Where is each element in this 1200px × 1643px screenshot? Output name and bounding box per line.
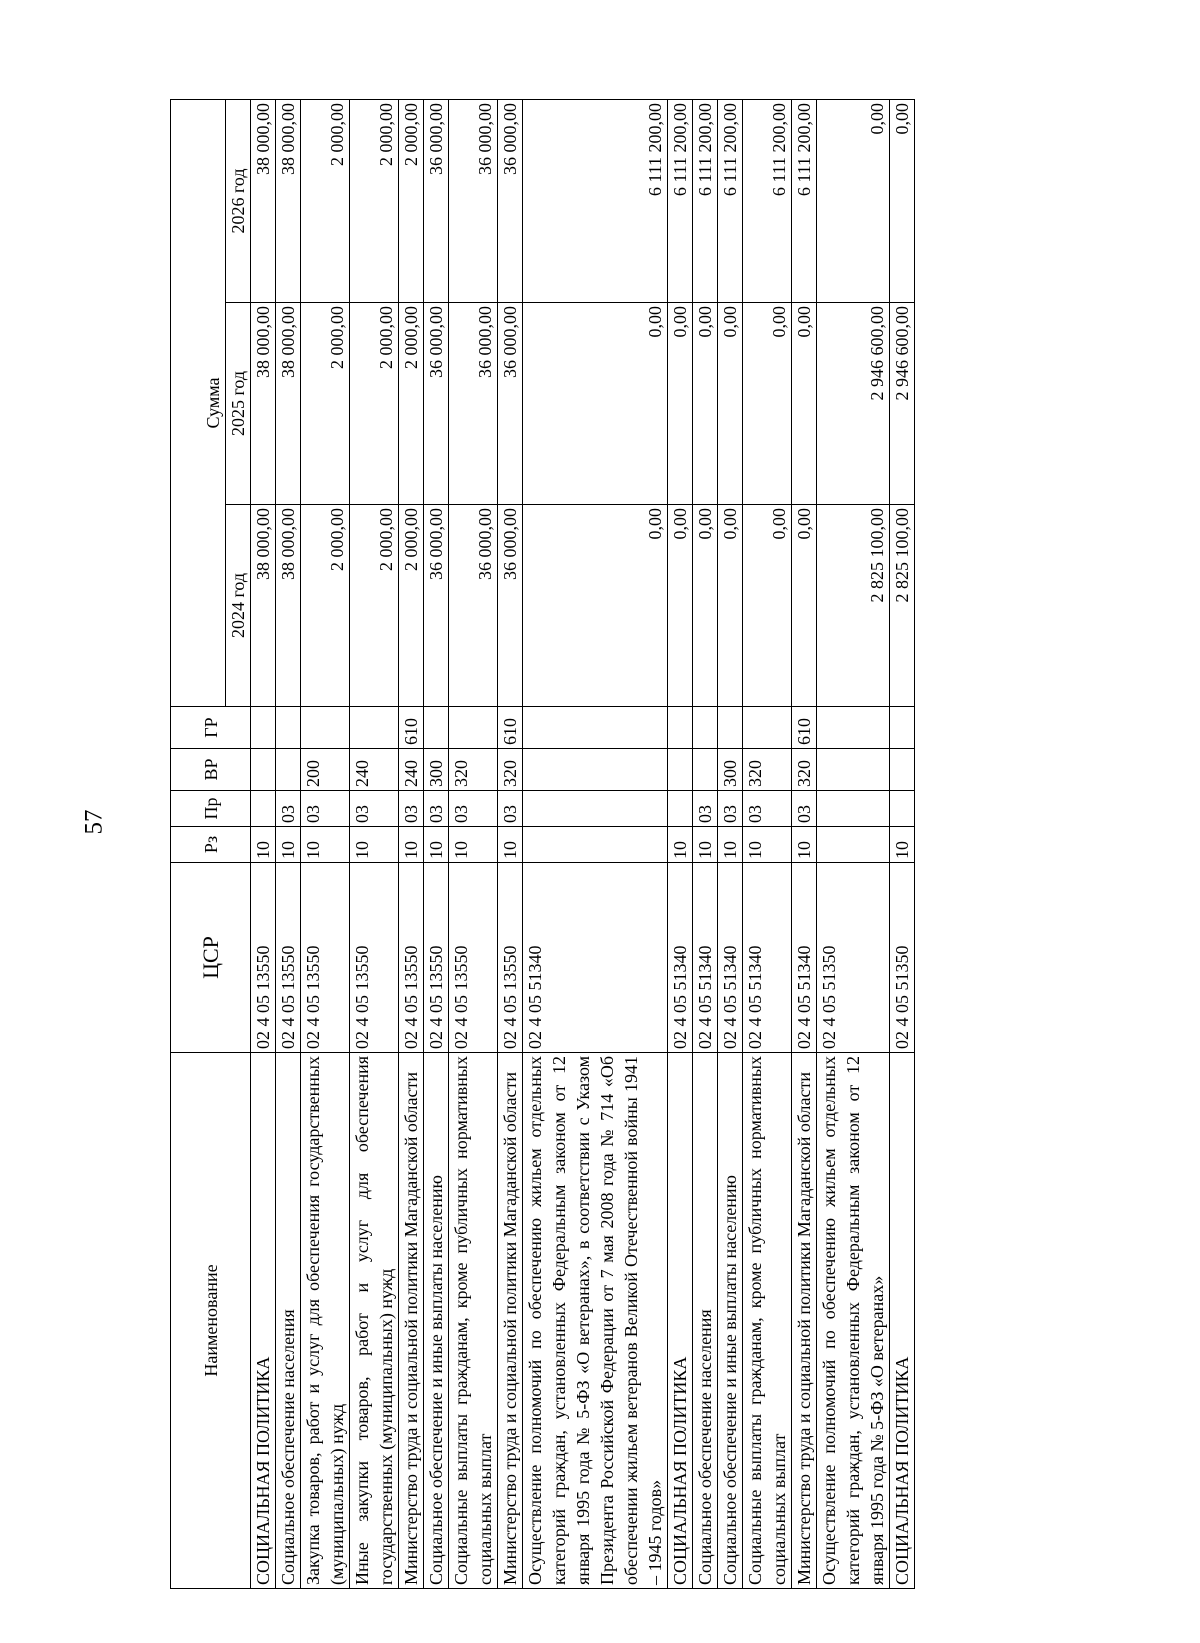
table-row (350, 99, 399, 1588)
cell-gr: 610 (792, 707, 817, 749)
table-row (718, 99, 743, 1588)
cell-2025: 0,00 (743, 303, 792, 505)
cell-csr: 02 4 05 51340 (523, 863, 668, 1053)
cell-name: СОЦИАЛЬНАЯ ПОЛИТИКА (251, 1053, 276, 1589)
cell-2024: 2 825 100,00 (817, 505, 890, 707)
cell-2026: 6 111 200,00 (693, 99, 718, 302)
cell-vr: 200 (301, 749, 350, 791)
cell-pr: 03 (449, 791, 498, 827)
cell-2026: 6 111 200,00 (743, 99, 792, 302)
cell-name: Осуществление полномочий по обеспечению жильем отдельных категорий граждан, установленных Федеральным законом от 12 января 1995 года № 5-ФЗ «О ветеранах» (817, 1053, 890, 1589)
cell-pr: 03 (399, 791, 424, 827)
cell-gr (718, 707, 743, 749)
cell-2026: 6 111 200,00 (668, 99, 693, 302)
cell-vr (817, 749, 890, 791)
cell-csr: 02 4 05 13550 (276, 863, 301, 1053)
table-row (890, 99, 915, 1588)
page-number: 57 (80, 809, 108, 835)
budget-table (170, 99, 915, 1589)
cell-name: Социальные выплаты гражданам, кроме публичных нормативных социальных выплат (449, 1053, 498, 1589)
cell-gr (301, 707, 350, 749)
table-row (449, 99, 498, 1588)
cell-vr: 320 (743, 749, 792, 791)
cell-2025: 36 000,00 (424, 303, 449, 505)
cell-2024: 0,00 (792, 505, 817, 707)
table-row (276, 99, 301, 1588)
cell-2024: 38 000,00 (276, 505, 301, 707)
cell-name: Иные закупки товаров, работ и услуг для обеспечения государственных (муниципальных) нужд (350, 1053, 399, 1589)
cell-pr: 03 (498, 791, 523, 827)
cell-pr: 03 (718, 791, 743, 827)
cell-2026: 6 111 200,00 (718, 99, 743, 302)
header-name: Наименование (171, 1053, 251, 1589)
cell-csr: 02 4 05 51350 (890, 863, 915, 1053)
cell-csr: 02 4 05 51340 (668, 863, 693, 1053)
cell-2024: 0,00 (523, 505, 668, 707)
cell-vr (890, 749, 915, 791)
cell-csr: 02 4 05 13550 (350, 863, 399, 1053)
cell-2025: 38 000,00 (276, 303, 301, 505)
cell-2024: 36 000,00 (424, 505, 449, 707)
cell-2025: 0,00 (668, 303, 693, 505)
cell-2025: 2 000,00 (399, 303, 424, 505)
cell-rz: 10 (718, 827, 743, 863)
cell-vr (276, 749, 301, 791)
cell-2024: 2 825 100,00 (890, 505, 915, 707)
cell-gr (251, 707, 276, 749)
cell-name: СОЦИАЛЬНАЯ ПОЛИТИКА (890, 1053, 915, 1589)
cell-rz: 10 (399, 827, 424, 863)
cell-vr: 320 (449, 749, 498, 791)
table-row (743, 99, 792, 1588)
cell-pr: 03 (301, 791, 350, 827)
table-row (668, 99, 693, 1588)
cell-vr: 240 (399, 749, 424, 791)
header-2026: 2026 год (226, 99, 251, 302)
cell-2026: 36 000,00 (498, 99, 523, 302)
cell-pr (668, 791, 693, 827)
cell-rz: 10 (743, 827, 792, 863)
cell-gr (668, 707, 693, 749)
cell-2025: 2 946 600,00 (817, 303, 890, 505)
cell-rz: 10 (693, 827, 718, 863)
cell-2026: 38 000,00 (251, 99, 276, 302)
cell-csr: 02 4 05 13550 (399, 863, 424, 1053)
cell-gr (743, 707, 792, 749)
cell-pr: 03 (693, 791, 718, 827)
cell-rz: 10 (890, 827, 915, 863)
cell-gr (449, 707, 498, 749)
cell-gr (424, 707, 449, 749)
cell-2025: 0,00 (693, 303, 718, 505)
cell-gr (817, 707, 890, 749)
cell-2024: 2 000,00 (301, 505, 350, 707)
cell-2025: 36 000,00 (449, 303, 498, 505)
header-pr: Пр (171, 791, 251, 827)
cell-2026: 2 000,00 (301, 99, 350, 302)
cell-name: Закупка товаров, работ и услуг для обеспечения государственных (муниципальных) нужд (301, 1053, 350, 1589)
cell-2025: 2 000,00 (350, 303, 399, 505)
cell-csr: 02 4 05 51350 (817, 863, 890, 1053)
cell-name: Социальные выплаты гражданам, кроме публичных нормативных социальных выплат (743, 1053, 792, 1589)
cell-rz: 10 (251, 827, 276, 863)
cell-pr (890, 791, 915, 827)
cell-pr: 03 (792, 791, 817, 827)
cell-rz: 10 (424, 827, 449, 863)
cell-pr: 03 (276, 791, 301, 827)
cell-rz (817, 827, 890, 863)
cell-2024: 36 000,00 (498, 505, 523, 707)
cell-rz: 10 (449, 827, 498, 863)
budget-table-rotated (170, 100, 990, 1589)
cell-vr (523, 749, 668, 791)
cell-2026: 2 000,00 (399, 99, 424, 302)
cell-rz: 10 (792, 827, 817, 863)
cell-csr: 02 4 05 13550 (449, 863, 498, 1053)
cell-gr (890, 707, 915, 749)
cell-gr (276, 707, 301, 749)
cell-csr: 02 4 05 51340 (792, 863, 817, 1053)
cell-pr (251, 791, 276, 827)
cell-vr: 320 (792, 749, 817, 791)
cell-2024: 2 000,00 (350, 505, 399, 707)
header-rz: Рз (171, 827, 251, 863)
cell-2026: 36 000,00 (449, 99, 498, 302)
cell-csr: 02 4 05 13550 (424, 863, 449, 1053)
header-2025: 2025 год (226, 303, 251, 505)
cell-pr (817, 791, 890, 827)
cell-rz: 10 (350, 827, 399, 863)
table-row (693, 99, 718, 1588)
header-2024: 2024 год (226, 505, 251, 707)
header-gr: ГР (171, 707, 251, 749)
cell-vr: 240 (350, 749, 399, 791)
cell-2026: 38 000,00 (276, 99, 301, 302)
cell-vr (251, 749, 276, 791)
cell-pr: 03 (743, 791, 792, 827)
cell-vr (668, 749, 693, 791)
cell-gr: 610 (498, 707, 523, 749)
cell-pr: 03 (350, 791, 399, 827)
table-row (817, 99, 890, 1588)
cell-pr: 03 (424, 791, 449, 827)
cell-2024: 0,00 (743, 505, 792, 707)
table-row (424, 99, 449, 1588)
cell-2024: 0,00 (693, 505, 718, 707)
table-row (523, 99, 668, 1588)
cell-csr: 02 4 05 13550 (301, 863, 350, 1053)
header-vr: ВР (171, 749, 251, 791)
cell-2026: 2 000,00 (350, 99, 399, 302)
cell-name: Социальное обеспечение населения (276, 1053, 301, 1589)
cell-2025: 2 000,00 (301, 303, 350, 505)
cell-name: Министерство труда и социальной политики Магаданской области (498, 1053, 523, 1589)
cell-2025: 0,00 (792, 303, 817, 505)
cell-rz: 10 (276, 827, 301, 863)
cell-2026: 0,00 (890, 99, 915, 302)
cell-name: Министерство труда и социальной политики Магаданской области (792, 1053, 817, 1589)
cell-pr (523, 791, 668, 827)
cell-gr (693, 707, 718, 749)
table-header-row (171, 99, 226, 1588)
cell-2026: 0,00 (817, 99, 890, 302)
header-sum: Сумма (171, 99, 226, 706)
cell-2024: 0,00 (718, 505, 743, 707)
cell-2026: 6 111 200,00 (523, 99, 668, 302)
cell-2026: 6 111 200,00 (792, 99, 817, 302)
table-row (399, 99, 424, 1588)
cell-2024: 2 000,00 (399, 505, 424, 707)
cell-csr: 02 4 05 51340 (718, 863, 743, 1053)
cell-gr: 610 (399, 707, 424, 749)
cell-name: Осуществление полномочий по обеспечению жильем отдельных категорий граждан, установленных Федеральным законом от 12 января 1995 года № 5-ФЗ «О ветеранах», в соответствии с Указом Президента Российской Федерации от 7 мая 2008 года № 714 «Об обеспечении жильем ветеранов Великой Отечественной войны 1941 – 1945 годов» (523, 1053, 668, 1589)
cell-name: Социальное обеспечение и иные выплаты населению (718, 1053, 743, 1589)
cell-vr: 300 (718, 749, 743, 791)
cell-csr: 02 4 05 13550 (251, 863, 276, 1053)
cell-2025: 38 000,00 (251, 303, 276, 505)
cell-2025: 0,00 (718, 303, 743, 505)
cell-vr: 320 (498, 749, 523, 791)
cell-rz: 10 (301, 827, 350, 863)
table-row (498, 99, 523, 1588)
cell-2025: 36 000,00 (498, 303, 523, 505)
cell-vr (693, 749, 718, 791)
cell-rz: 10 (668, 827, 693, 863)
cell-2024: 0,00 (668, 505, 693, 707)
cell-gr (350, 707, 399, 749)
cell-2024: 36 000,00 (449, 505, 498, 707)
cell-name: Социальное обеспечение и иные выплаты населению (424, 1053, 449, 1589)
table-row (301, 99, 350, 1588)
cell-2025: 0,00 (523, 303, 668, 505)
cell-2026: 36 000,00 (424, 99, 449, 302)
cell-csr: 02 4 05 51340 (743, 863, 792, 1053)
cell-name: Социальное обеспечение населения (693, 1053, 718, 1589)
cell-gr (523, 707, 668, 749)
header-csr: ЦСР (171, 863, 251, 1053)
cell-name: Министерство труда и социальной политики Магаданской области (399, 1053, 424, 1589)
cell-2025: 2 946 600,00 (890, 303, 915, 505)
cell-name: СОЦИАЛЬНАЯ ПОЛИТИКА (668, 1053, 693, 1589)
cell-csr: 02 4 05 13550 (498, 863, 523, 1053)
cell-rz (523, 827, 668, 863)
cell-2024: 38 000,00 (251, 505, 276, 707)
cell-vr: 300 (424, 749, 449, 791)
table-row (251, 99, 276, 1588)
cell-csr: 02 4 05 51340 (693, 863, 718, 1053)
table-row (792, 99, 817, 1588)
cell-rz: 10 (498, 827, 523, 863)
